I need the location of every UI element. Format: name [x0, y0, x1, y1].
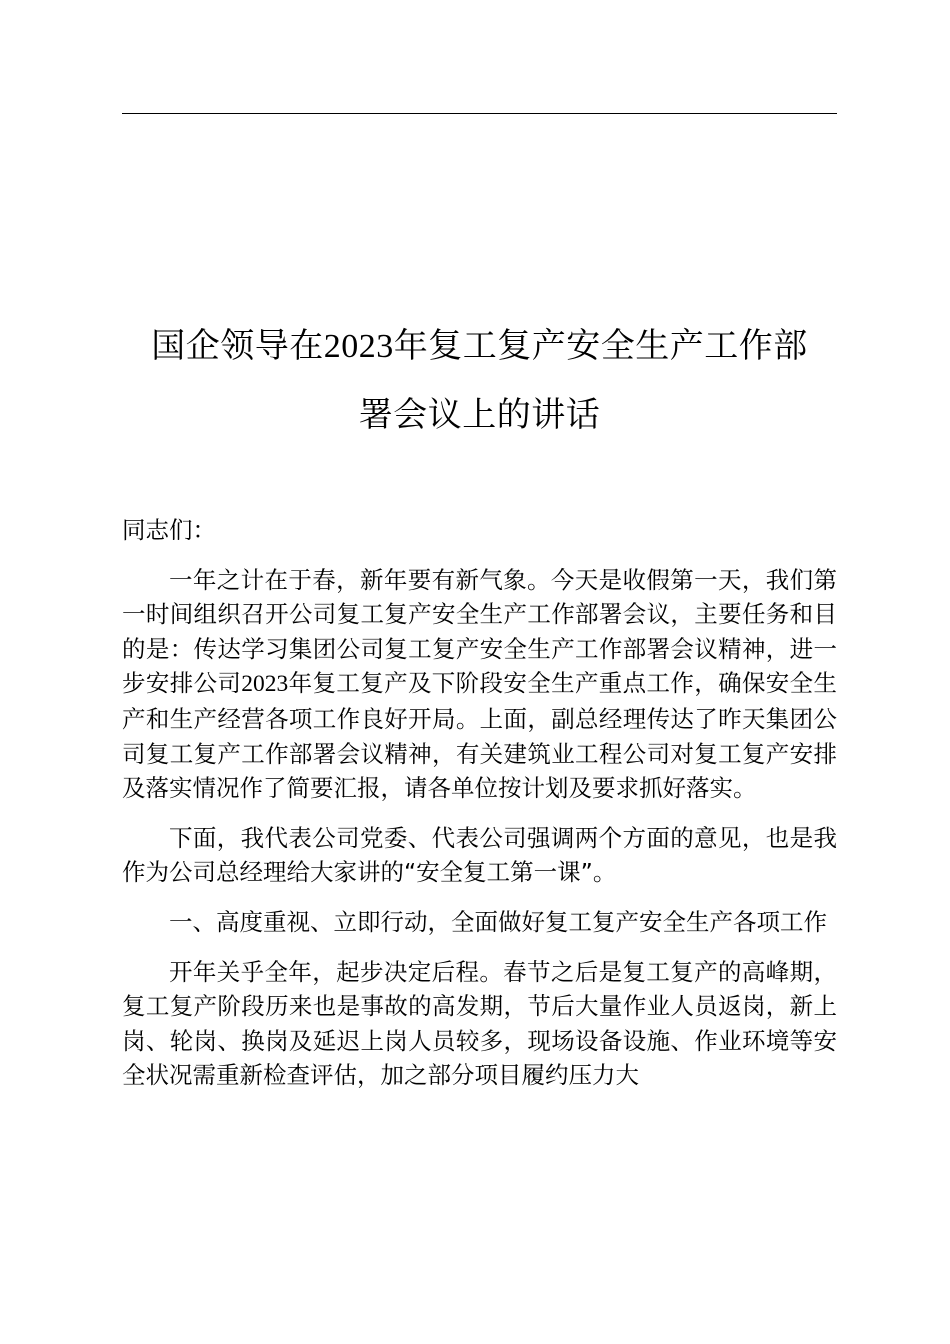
- title-line-1-prefix: 国企领导在: [151, 326, 324, 366]
- paragraph-1-year: 2023: [241, 671, 289, 698]
- paragraph-1: [122, 563, 837, 806]
- paragraph-1-text-before: 一年之计在于春，新年要有新气象。今天是收假第一天，我们第一时间组织召开公司复工复产安全生产工作部署会议，主要任务和目的是：传达学习集团公司复工复产安全生产工作部署会议精神，进一步安排公司: [122, 565, 837, 698]
- header-rule: [122, 113, 837, 114]
- paragraph-2: 下面，我代表公司党委、代表公司强调两个方面的意见，也是我作为公司总经理给大家讲的“安全复工第一课”。: [122, 823, 837, 887]
- document-title: [122, 312, 837, 449]
- paragraph-3: 开年关乎全年，起步决定后程。春节之后是复工复产的高峰期，复工复产阶段历来也是事故的高发期，节后大量作业人员返岗，新上岗、轮岗、换岗及延迟上岗人员较多，现场设备设施、作业环境等安全状况需重新检查评估，加之部分项目履约压力大: [122, 957, 837, 1090]
- paragraph-1-text-after: 年复工复产及下阶段安全生产重点工作，确保安全生产和生产经营各项工作良好开局。上面，副总经理传达了昨天集团公司复工复产工作部署会议精神，有关建筑业工程公司对复工复产安排及落实情况作了简要汇报，请各单位按计划及要求抓好落实。: [122, 669, 838, 803]
- salutation: 同志们：: [122, 516, 216, 544]
- section-heading-1: 一、高度重视、立即行动，全面做好复工复产安全生产各项工作: [169, 907, 827, 936]
- title-line-1-suffix: 年复工复产安全生产工作部: [393, 326, 808, 366]
- document-body: [122, 513, 837, 1108]
- title-line-1: [122, 312, 837, 381]
- title-year: 2023: [323, 328, 394, 365]
- title-line-2: 署会议上的讲话: [358, 395, 601, 435]
